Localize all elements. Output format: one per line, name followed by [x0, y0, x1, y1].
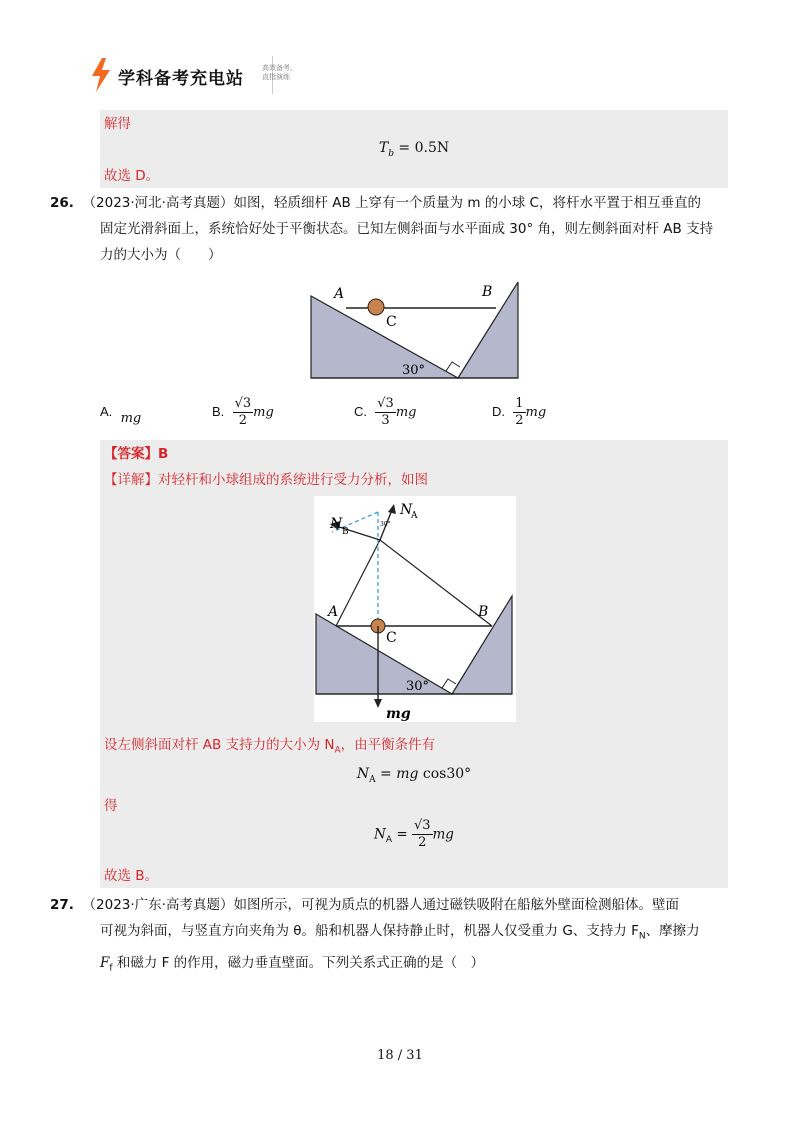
conclusion-26: 故选 B。	[104, 868, 159, 884]
svg-text:A: A	[328, 604, 339, 620]
solve-label: 解得	[104, 116, 131, 132]
lightning-icon	[90, 58, 112, 92]
detail-label: 【详解】对轻杆和小球组成的系统进行受力分析，如图	[104, 472, 428, 488]
svg-text:30°: 30°	[402, 363, 426, 378]
svg-text:C: C	[386, 630, 397, 646]
equation-tb: $T_b = 0.5N$	[378, 140, 450, 159]
equation-na-cos: $N_A$ = mg cos30°	[356, 766, 472, 785]
q27-line1: 27. （2023·广东·高考真题）如图所示，可视为质点的机器人通过磁铁吸附在船舷外壁面检测船体。壁面	[50, 897, 679, 913]
svg-text:C: C	[386, 314, 397, 330]
svg-text:30°: 30°	[380, 521, 391, 528]
q27-line2: 可视为斜面，与竖直方向夹角为 θ。船和机器人保持静止时，机器人仅受重力 G、支持力 $F_N$、摩擦力	[100, 923, 700, 942]
svg-text:mg: mg	[386, 706, 411, 722]
svg-text:B: B	[342, 527, 349, 537]
q27-line3: $F_f$ 和磁力 F 的作用，磁力垂直壁面。下列关系式正确的是（ ）	[100, 954, 485, 974]
equation-na-result: $N_A$ = $\frac{√3}{2}$ mg	[374, 818, 454, 850]
q26-line2: 固定光滑斜面上，系统恰好处于平衡状态。已知左侧斜面与水平面成 30° 角，则左侧斜面对杆 AB 支持	[100, 221, 714, 237]
q26-line1: 26. （2023·河北·高考真题）如图，轻质细杆 AB 上穿有一个质量为 m 的小球 C，将杆水平置于相互垂直的	[50, 195, 701, 211]
option-d[interactable]: D. $\frac{1}{2}$ mg	[492, 396, 547, 428]
svg-text:A: A	[334, 286, 345, 302]
answer-label: 【答案】B	[104, 446, 169, 462]
svg-text:N: N	[400, 502, 413, 518]
support-text: 设左侧斜面对杆 AB 支持力的大小为 $N_A$，由平衡条件有	[104, 737, 436, 756]
force-diagram	[314, 496, 516, 722]
conclusion-top: 故选 D。	[104, 168, 160, 184]
svg-text:A: A	[411, 511, 418, 521]
option-c[interactable]: C. $\frac{√3}{3}$ mg	[354, 396, 417, 428]
logo-text: 学科备考充电站	[118, 69, 244, 89]
svg-text:B: B	[478, 604, 489, 620]
q26-figure	[306, 282, 526, 382]
page-number: 18 / 31	[377, 1048, 423, 1063]
logo-subtitle: 高效备考, 直指演练	[262, 64, 293, 81]
svg-text:30°: 30°	[406, 679, 430, 694]
option-b[interactable]: B. $\frac{√3}{2}$ mg	[212, 396, 274, 428]
svg-text:B: B	[482, 284, 493, 300]
header-logo	[90, 56, 290, 96]
q26-line3: 力的大小为（ ）	[100, 247, 222, 263]
question-27	[50, 892, 728, 981]
option-a[interactable]: A. mg	[100, 404, 142, 426]
de-label: 得	[104, 798, 118, 814]
svg-text:N: N	[330, 516, 343, 532]
question-26	[50, 190, 728, 268]
